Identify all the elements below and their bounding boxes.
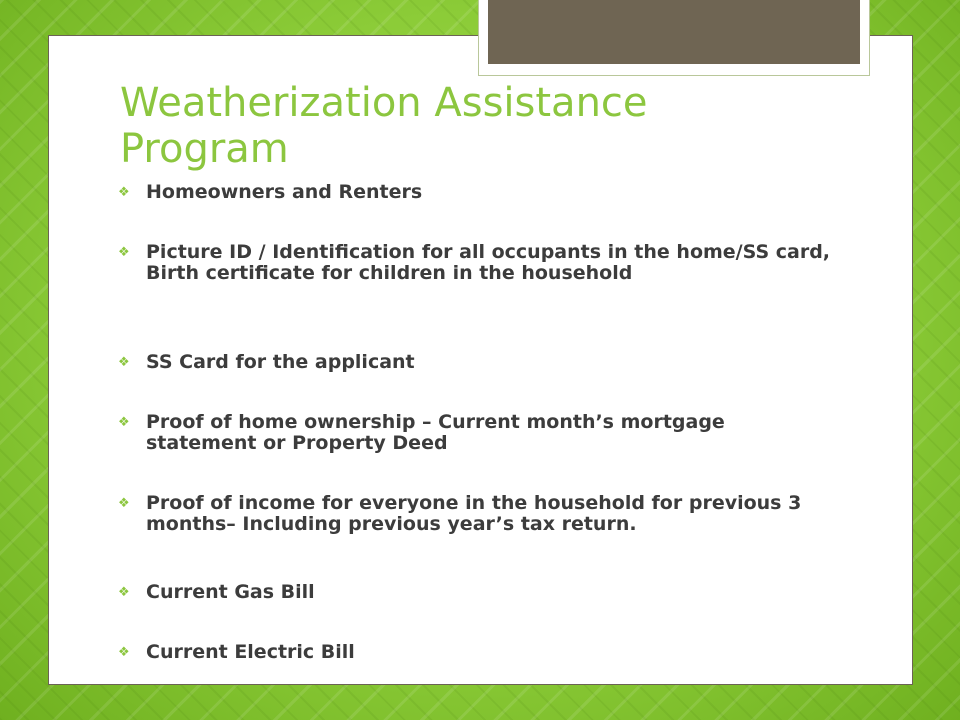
square-bullet-icon: ❖ (118, 496, 130, 511)
bullet-item (116, 642, 836, 663)
slide-title (120, 80, 740, 172)
slide-title-line1: Weatherization Assistance (120, 80, 648, 126)
bullet-text: Proof of home ownership – Current month’s mortgage statement or Property Deed (146, 411, 725, 454)
bullet-item (116, 493, 836, 535)
bullet-item (116, 412, 836, 454)
bullet-item (116, 242, 836, 284)
bullet-item (116, 582, 836, 603)
bullet-text: Homeowners and Renters (146, 181, 423, 203)
bullet-text: Picture ID / Identification for all occupants in the home/SS card, Birth certificate for children in the household (146, 241, 831, 284)
bullet-text: SS Card for the applicant (146, 351, 415, 373)
square-bullet-icon: ❖ (118, 185, 130, 200)
square-bullet-icon: ❖ (118, 355, 130, 370)
square-bullet-icon: ❖ (118, 585, 130, 600)
bullet-text: Current Gas Bill (146, 581, 315, 603)
square-bullet-icon: ❖ (118, 415, 130, 430)
bullet-item (116, 182, 836, 203)
bullet-text: Current Electric Bill (146, 641, 355, 663)
bullet-text: Proof of income for everyone in the household for previous 3 months– Including previous year’s tax return. (146, 492, 802, 535)
square-bullet-icon: ❖ (118, 245, 130, 260)
bullet-item (116, 352, 836, 373)
square-bullet-icon: ❖ (118, 645, 130, 660)
decorative-tab-block (488, 0, 860, 64)
slide-title-line2: Program (120, 126, 289, 172)
